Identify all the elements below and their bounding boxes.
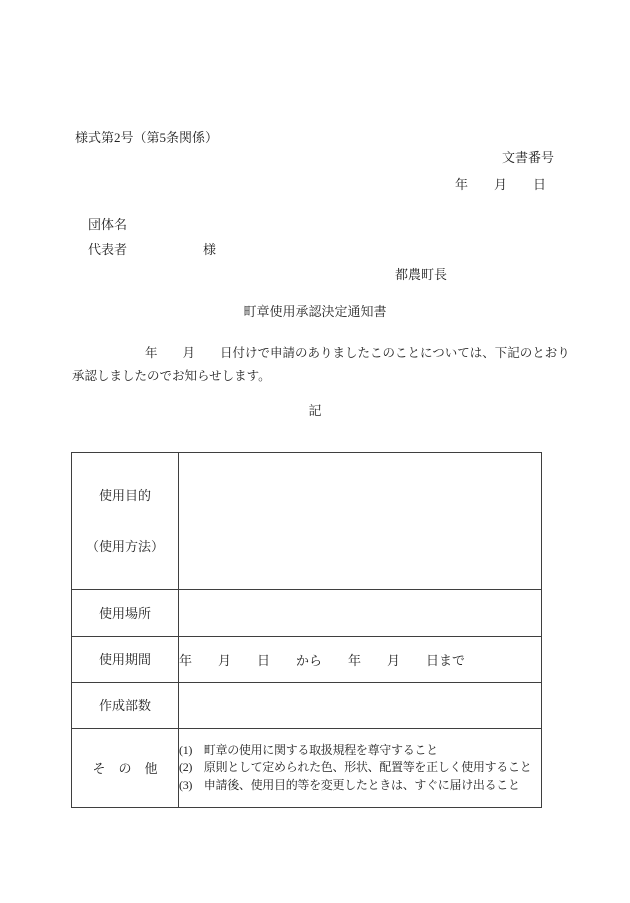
usage-purpose-label: 使用目的 （使用方法）: [72, 453, 179, 590]
usage-place-label: 使用場所: [72, 590, 179, 637]
usage-period-label: 使用期間: [72, 637, 179, 683]
representative-field: 代表者: [88, 242, 128, 257]
other-condition-2: (2) 原則として定められた色、形状、配置等を正しく使用すること: [179, 760, 532, 775]
document-title: 町章使用承認決定通知書: [243, 304, 387, 319]
form-number: 様式第2号（第5条関係）: [75, 130, 219, 145]
organization-name-field: 団体名: [88, 217, 128, 232]
usage-place-value: [179, 590, 542, 637]
table-row-usage-place: [72, 590, 542, 637]
issue-date-field: 年 月 日: [454, 177, 546, 192]
other-condition-1: (1) 町章の使用に関する取扱規程を尊守すること: [179, 742, 438, 757]
other-label: そ の 他: [72, 729, 179, 808]
table-row-other: [72, 729, 542, 808]
mayor-signature: 都農町長: [395, 267, 448, 282]
copies-made-value: [179, 683, 542, 729]
other-condition-3: (3) 申請後、使用目的等を変更したときは、すぐに届け出ること: [179, 777, 520, 792]
copies-made-label: 作成部数: [72, 683, 179, 729]
record-marker: 記: [308, 403, 322, 418]
body-paragraph-line1: 年 月 日付けで申請のありましたこのことについては、下記のとおり: [145, 346, 570, 360]
honorific-label: 様: [203, 242, 217, 257]
table-row-copies-made: [72, 683, 542, 729]
body-paragraph-line2: 承認しましたのでお知らせします。: [72, 369, 271, 383]
usage-table: [71, 452, 542, 808]
table-row-usage-period: [72, 637, 542, 683]
usage-period-value: 年 月 日 から 年 月 日まで: [179, 637, 542, 683]
document-number-label: 文書番号: [501, 150, 554, 165]
other-conditions-list: [179, 729, 542, 808]
table-row-usage-purpose: [72, 453, 542, 590]
usage-purpose-value: [179, 453, 542, 590]
